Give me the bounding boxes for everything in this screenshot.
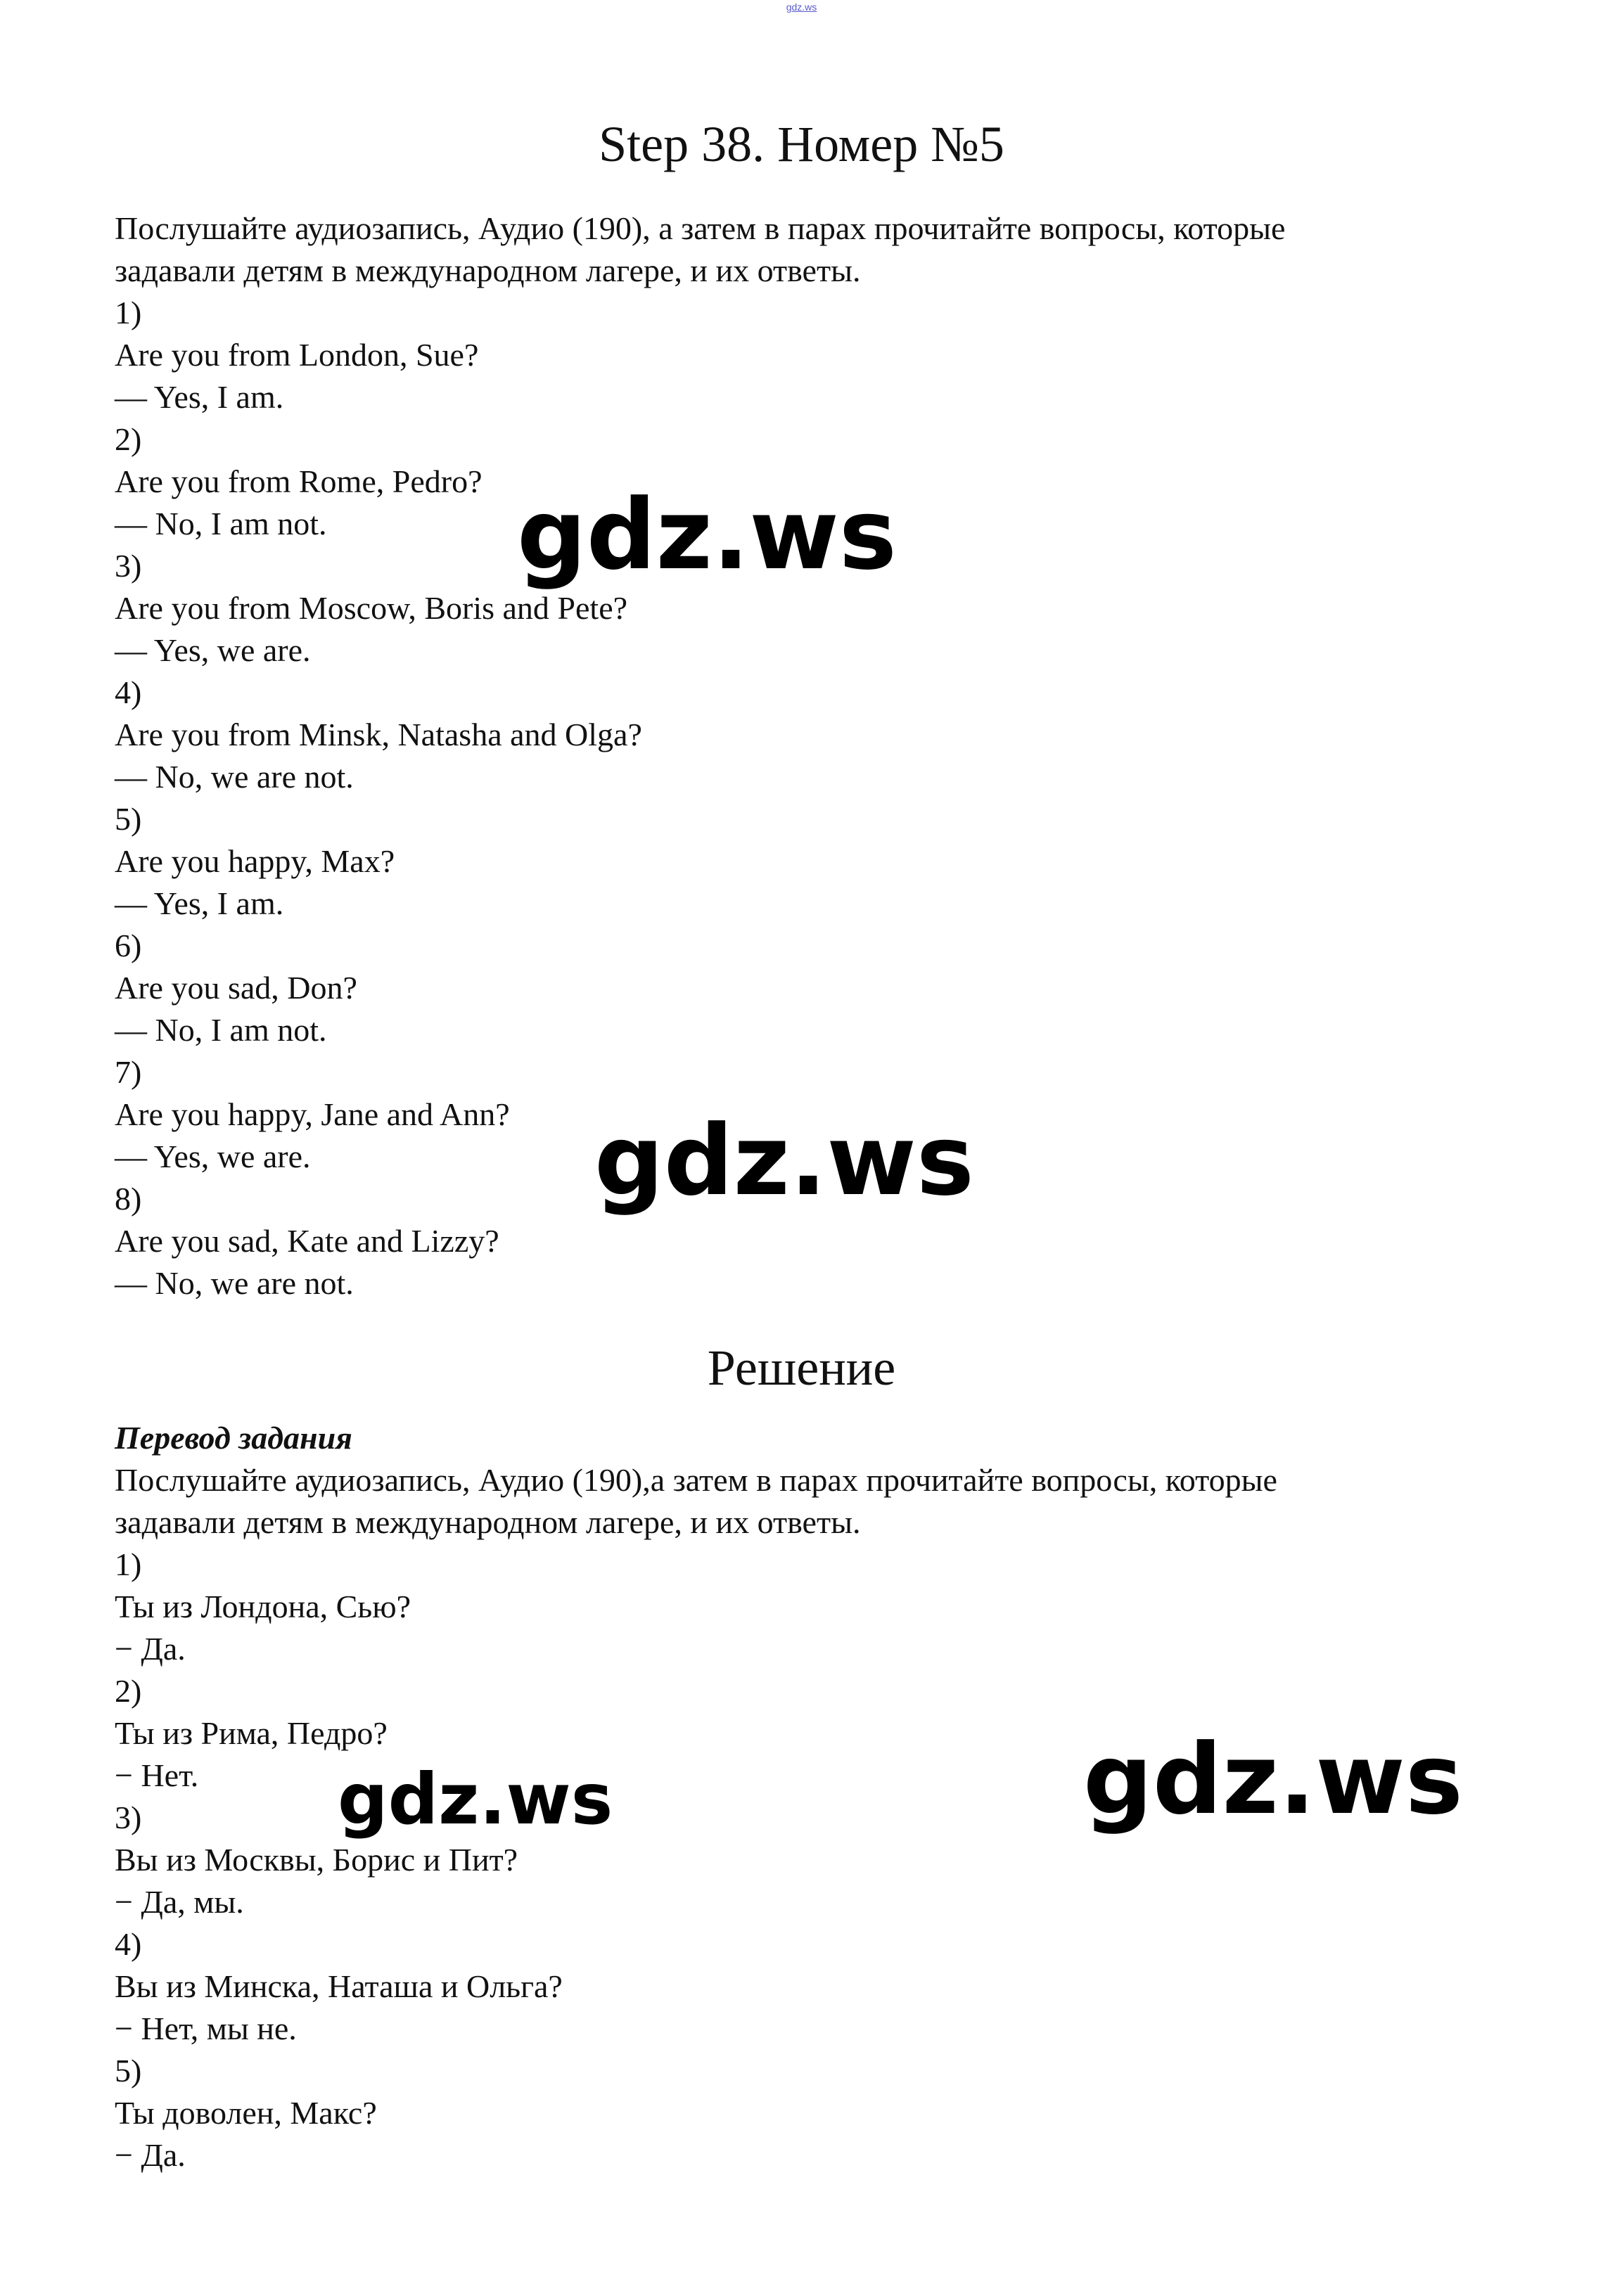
solution-item-question: Вы из Минска, Наташа и Ольга? bbox=[115, 1968, 563, 2004]
task-item-answer: — No, we are not. bbox=[115, 759, 354, 795]
task-item-number: 6) bbox=[115, 928, 142, 963]
watermark: gdz.ws bbox=[517, 478, 897, 591]
task-item-question: Are you from Moscow, Boris and Pete? bbox=[115, 590, 628, 626]
task-item-answer: — Yes, we are. bbox=[115, 1139, 311, 1174]
task-item-number: 3) bbox=[115, 548, 142, 584]
task-item-question: Are you from Rome, Pedro? bbox=[115, 463, 483, 499]
task-item-answer: — Yes, I am. bbox=[115, 885, 284, 921]
task-item-question: Are you from London, Sue? bbox=[115, 337, 479, 373]
solution-item-answer: − Нет, мы не. bbox=[115, 2010, 297, 2046]
solution-item-question: Ты доволен, Макс? bbox=[115, 2095, 377, 2131]
solution-item-answer: − Нет. bbox=[115, 1757, 199, 1793]
solution-item-answer: − Да. bbox=[115, 2137, 186, 2173]
task-item-question: Are you happy, Max? bbox=[115, 843, 395, 879]
task-item-number: 4) bbox=[115, 674, 142, 710]
watermark: gdz.ws bbox=[338, 1758, 613, 1840]
solution-item-question: Ты из Лондона, Сью? bbox=[115, 1589, 411, 1624]
watermark: gdz.ws bbox=[1083, 1723, 1463, 1836]
solution-item-answer: − Да, мы. bbox=[115, 1884, 244, 1920]
solution-item-answer: − Да. bbox=[115, 1631, 186, 1667]
solution-item-number: 3) bbox=[115, 1800, 142, 1835]
header-site-mark[interactable]: gdz.ws bbox=[786, 1, 817, 13]
task-item-number: 5) bbox=[115, 801, 142, 837]
task-item-answer: — No, I am not. bbox=[115, 1012, 327, 1048]
task-item-answer: — Yes, we are. bbox=[115, 632, 311, 668]
task-item-number: 2) bbox=[115, 421, 142, 457]
solution-item-question: Ты из Рима, Педро? bbox=[115, 1715, 388, 1751]
solution-item-number: 2) bbox=[115, 1673, 142, 1709]
task-item-question: Are you from Minsk, Natasha and Olga? bbox=[115, 717, 642, 752]
task-item-answer: — Yes, I am. bbox=[115, 379, 284, 415]
solution-item-question: Вы из Москвы, Борис и Пит? bbox=[115, 1842, 518, 1878]
task-item-number: 1) bbox=[115, 295, 142, 331]
task-item-question: Are you sad, Kate and Lizzy? bbox=[115, 1223, 499, 1259]
task-item-answer: — No, I am not. bbox=[115, 506, 327, 541]
task-intro-line: задавали детям в международном лагере, и их ответы. bbox=[115, 252, 861, 288]
solution-item-number: 4) bbox=[115, 1926, 142, 1962]
task-item-question: Are you happy, Jane and Ann? bbox=[115, 1096, 510, 1132]
task-intro-line: Послушайте аудиозапись, Аудио (190), а затем в парах прочитайте вопросы, которые bbox=[115, 210, 1286, 246]
solution-item-number: 1) bbox=[115, 1546, 142, 1582]
task-item-number: 7) bbox=[115, 1054, 142, 1090]
page-title: Step 38. Номер №5 bbox=[599, 116, 1004, 172]
solution-intro-line: задавали детям в международном лагере, и их ответы. bbox=[115, 1504, 861, 1540]
task-item-answer: — No, we are not. bbox=[115, 1265, 354, 1301]
solution-title: Решение bbox=[707, 1340, 896, 1396]
translation-heading: Перевод задания bbox=[115, 1420, 352, 1456]
solution-item-number: 5) bbox=[115, 2053, 142, 2089]
task-item-number: 8) bbox=[115, 1181, 142, 1217]
task-item-question: Are you sad, Don? bbox=[115, 970, 357, 1006]
solution-intro-line: Послушайте аудиозапись, Аудио (190),а затем в парах прочитайте вопросы, которые bbox=[115, 1462, 1277, 1498]
watermark: gdz.ws bbox=[594, 1104, 974, 1217]
